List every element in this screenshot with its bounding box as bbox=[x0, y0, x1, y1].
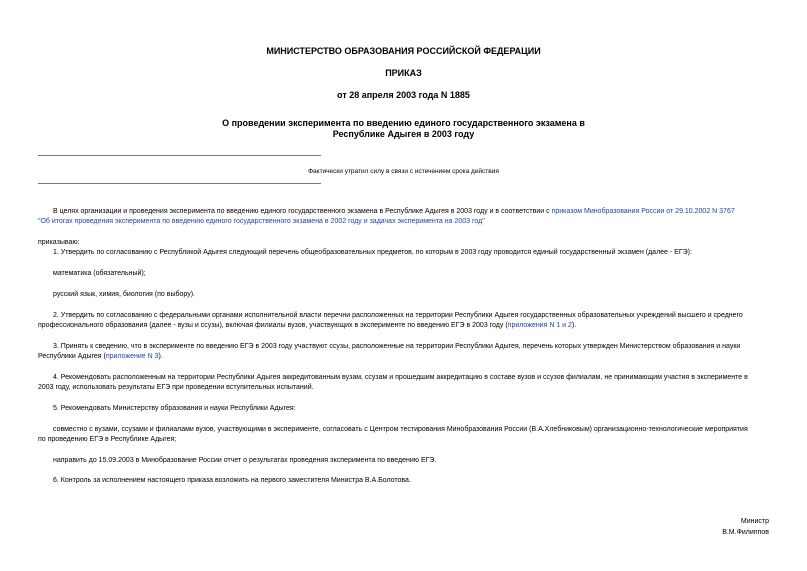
item-4-line-1: 4. Рекомендовать расположенным на территории Республики Адыгея аккредитованным вузам, ссузам и прошедшим аккредитацию в составе вузов и ссузов филиалам, не принимающим участия в эксперименте в bbox=[53, 374, 748, 381]
order-3767-title-link[interactable]: "Об итогах проведения эксперимента по введению единого государственного экзамена в 2002 году и задачах эксперимента на 2003 год" bbox=[38, 218, 485, 225]
item-3-line-2 bbox=[38, 352, 163, 362]
prikazyvayu: приказываю: bbox=[38, 239, 80, 246]
item-1-math: математика (обязательный); bbox=[53, 270, 146, 277]
signature-name: В.М.Филиппов bbox=[722, 529, 769, 536]
item-2-tail: ). bbox=[571, 322, 577, 329]
status-note: Фактически утратил силу в связи с истечением срока действия bbox=[308, 168, 499, 175]
item-5-a-line-2: по проведению ЕГЭ в Республике Адыгея; bbox=[38, 436, 177, 443]
intro-text: В целях организации и проведения эксперимента по введению единого государственного экзамена в Республике Адыгея в 2003 году и в соответствии с bbox=[53, 208, 552, 215]
item-6: 6. Контроль за исполнением настоящего приказа возложить на первого заместителя Министра В.А.Болотова. bbox=[53, 477, 411, 484]
item-4-line-2: 2003 году, использовать результаты ЕГЭ при проведении вступительных испытаний. bbox=[38, 384, 314, 391]
bottom-rule bbox=[38, 183, 321, 184]
item-1: 1. Утвердить по согласованию с Республикой Адыгея следующий перечень общеобразовательных предметов, по которым в 2003 году проводится единый государственный экзамен (далее - ЕГЭ): bbox=[53, 249, 692, 256]
item-5-a-line-1: совместно с вузами, ссузами и филиалами вузов, участвующими в эксперименте, согласовать с Центром тестирования Минобразования России (В.А.Хлебниковым) организационно-технологические мероприятия bbox=[53, 426, 748, 433]
top-rule bbox=[38, 155, 321, 156]
item-5: 5. Рекомендовать Министерству образования и науки Республики Адыгея: bbox=[53, 405, 296, 412]
item-3-tail: ). bbox=[158, 353, 163, 360]
item-1-optional: русский язык, химия, биология (по выбору). bbox=[53, 291, 195, 298]
appendix-3-link[interactable]: приложение N 3 bbox=[105, 353, 159, 360]
item-5-b: направить до 15.09.2003 в Минобразование России отчет о результатах проведения эксперимента по введению ЕГЭ. bbox=[53, 457, 437, 464]
order-3767-link[interactable]: приказом Минобразования России от 29.10.2002 N 3767 bbox=[551, 208, 735, 215]
signature-position: Министр bbox=[740, 518, 769, 525]
item-2-text: профессионального образования (далее - вузы и ссузы), включая филиалы вузов, участвующих в эксперименте по введению ЕГЭ в 2003 году ( bbox=[38, 322, 508, 329]
doc-type: ПРИКАЗ bbox=[385, 68, 422, 78]
item-3-line-1: 3. Принять к сведению, что в эксперименте по введению ЕГЭ в 2003 году участвуют ссузы, расположенные на территории Республики Адыгея, перечень которых утвержден Министерством образования и науки bbox=[53, 343, 741, 350]
item-2-line-2 bbox=[38, 321, 576, 331]
intro-line-2 bbox=[38, 217, 485, 227]
subject-line-1: О проведении эксперимента по введению единого государственного экзамена в bbox=[222, 118, 585, 128]
appendix-1-2-link[interactable]: приложения N 1 и 2 bbox=[507, 322, 572, 329]
date-number: от 28 апреля 2003 года N 1885 bbox=[337, 90, 470, 100]
item-3-text: Республики Адыгея ( bbox=[38, 353, 106, 360]
ministry-title: МИНИСТЕРСТВО ОБРАЗОВАНИЯ РОССИЙСКОЙ ФЕДЕРАЦИИ bbox=[266, 46, 541, 56]
intro-line-1 bbox=[53, 207, 735, 217]
item-2-line-1: 2. Утвердить по согласованию с федеральными органами исполнительной власти перечни расположенных на территории Республики Адыгея государственных образовательных учреждений высшего и среднего bbox=[53, 312, 743, 319]
subject-line-2: Республике Адыгея в 2003 году bbox=[332, 129, 475, 139]
